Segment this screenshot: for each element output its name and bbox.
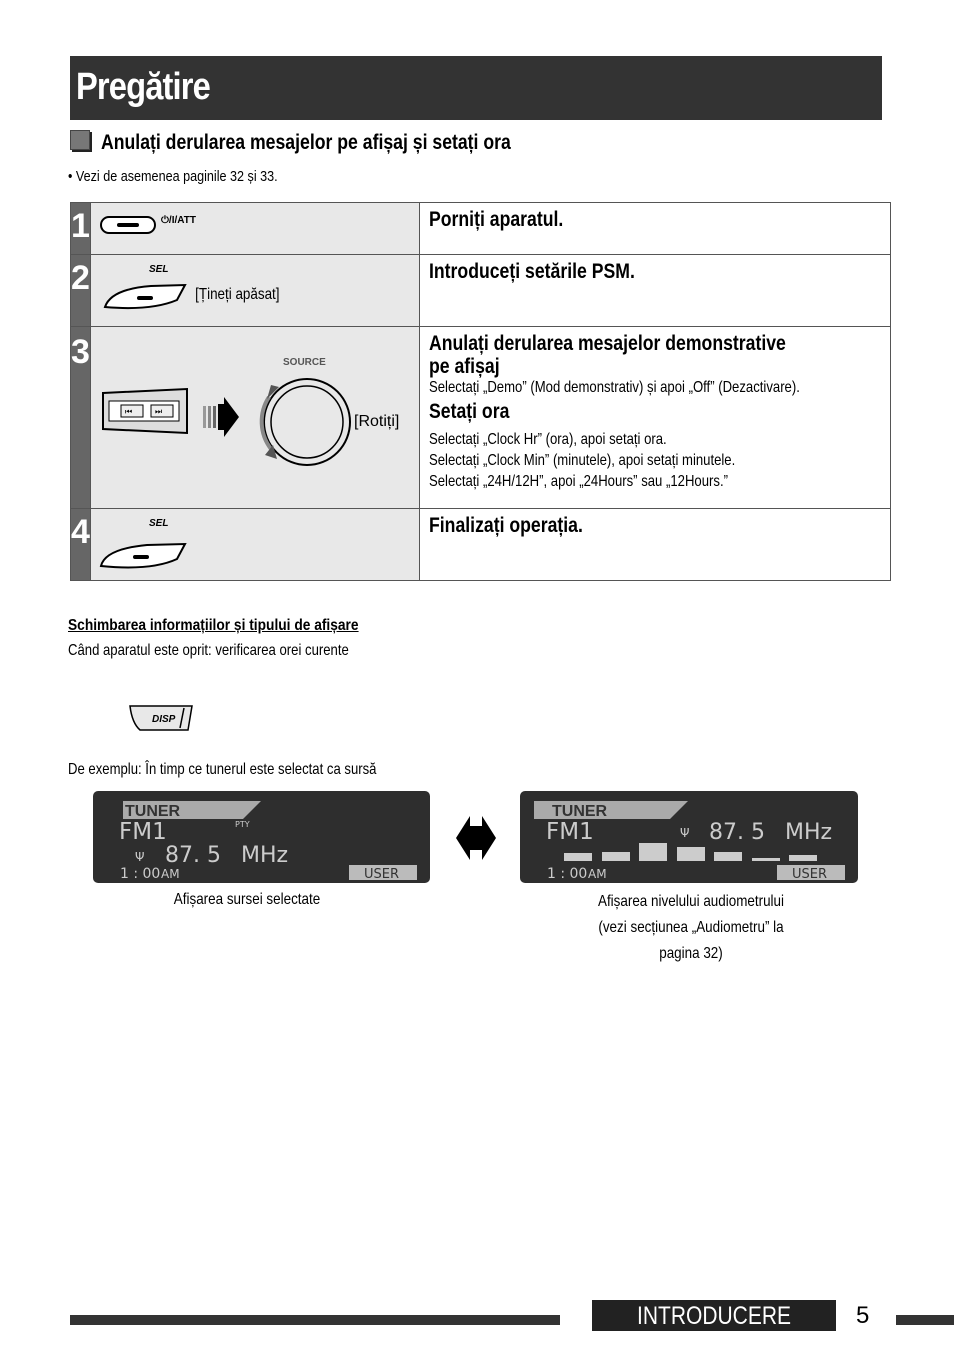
level-bar: [789, 855, 817, 861]
step-instruction: Porniți aparatul.: [419, 203, 890, 255]
level-bar: [564, 853, 592, 861]
frequency-text: 87. 5: [165, 843, 221, 868]
time-text: 1 : 00: [120, 866, 161, 882]
level-bar: [677, 847, 705, 861]
lcd-source-display: [93, 791, 430, 883]
band-text: FM1: [546, 819, 594, 845]
level-bar: [714, 852, 742, 861]
page-number: 5: [856, 1302, 870, 1329]
step-number: 3: [71, 327, 91, 509]
step-row-4: [71, 509, 891, 581]
next-icon: ⏭: [154, 407, 163, 416]
caption-source-display: Afișarea sursei selectate: [173, 891, 321, 908]
lcd-level-display: [520, 791, 858, 883]
pty-text: PTY: [235, 820, 250, 829]
footer-bar: [896, 1315, 954, 1325]
section2-heading: Schimbarea informațiilor și tipului de afișare: [68, 617, 359, 634]
unit-text: MHz: [241, 843, 289, 868]
step-row-3: [71, 327, 891, 509]
source-knob-illustration: [91, 327, 419, 503]
time-text: 1 : 00: [547, 866, 588, 882]
ampm-text: AM: [161, 867, 180, 881]
disp-button: [126, 703, 196, 733]
step-illustration: [90, 327, 419, 509]
section2-text: Când aparatul este oprit: verificarea orei curente: [68, 642, 349, 659]
rotate-label: [Rotiți]: [353, 413, 400, 430]
caption-level-display: Afișarea nivelului audiometrului (vezi secțiunea „Audiometru” la pagina 32): [597, 893, 785, 962]
step-row-2: [71, 255, 891, 327]
step-instruction: Anulați derularea mesajelor demonstrative pe afișaj Selectați „Demo” (Mod demonstrativ) și apoi „Off” (Dezactivare). Setați ora Selectați „Clock Hr” (ora), apoi setați ora. Selectați „Clock Min” (minutele), apoi setați minutele. Selectați „24H/12H”, apoi „24Hours” sau „12Hours.”: [419, 327, 890, 509]
user-text: USER: [364, 867, 400, 882]
prev-icon: ⏮: [124, 407, 133, 416]
section-heading: Anulați derularea mesajelor pe afișaj și setați ora: [101, 131, 511, 154]
antenna-icon: Ψ: [135, 850, 145, 864]
footer-bar: [70, 1315, 560, 1325]
hold-label: [Țineți apăsat]: [195, 286, 280, 304]
source-label: SOURCE: [282, 357, 326, 368]
frequency-text: 87. 5: [709, 820, 765, 845]
step-number: 2: [71, 255, 91, 327]
see-also-note: • Vezi de asemenea paginile 32 și 33.: [68, 168, 278, 185]
sel-label: SEL: [148, 518, 169, 529]
step-number: 4: [71, 509, 91, 581]
power-button-illustration: [91, 203, 419, 249]
arrow-right-icon: [218, 397, 239, 437]
power-att-label: ⏻/I/ATT: [160, 215, 196, 226]
disp-label: DISP: [152, 714, 176, 725]
step-instruction: Introduceți setările PSM.: [419, 255, 890, 327]
unit-text: MHz: [785, 820, 833, 845]
double-arrow-icon: [454, 814, 498, 862]
step-illustration: [90, 509, 419, 581]
page-title: Pregătire: [76, 66, 210, 108]
level-bar: [602, 852, 630, 861]
level-bar: [752, 858, 780, 861]
steps-table: [70, 202, 891, 581]
example-text: De exemplu: În timp ce tunerul este selectat ca sursă: [68, 761, 377, 778]
user-text: USER: [792, 867, 828, 882]
band-text: FM1: [119, 819, 167, 845]
sel-button-illustration: [91, 509, 419, 575]
step-illustration: [90, 203, 419, 255]
step-number: 1: [71, 203, 91, 255]
sel-button-illustration: [91, 255, 419, 321]
step-illustration: [90, 255, 419, 327]
footer-section-label: INTRODUCERE: [636, 1302, 792, 1330]
ampm-text: AM: [588, 867, 607, 881]
source-text: TUNER: [125, 803, 181, 820]
level-bar: [639, 843, 667, 861]
antenna-icon: Ψ: [680, 826, 690, 840]
source-text: TUNER: [552, 803, 608, 820]
step-row-1: [71, 203, 891, 255]
sel-label: SEL: [148, 264, 169, 275]
section-square-icon: [70, 130, 90, 150]
step-instruction: Finalizați operația.: [419, 509, 890, 581]
